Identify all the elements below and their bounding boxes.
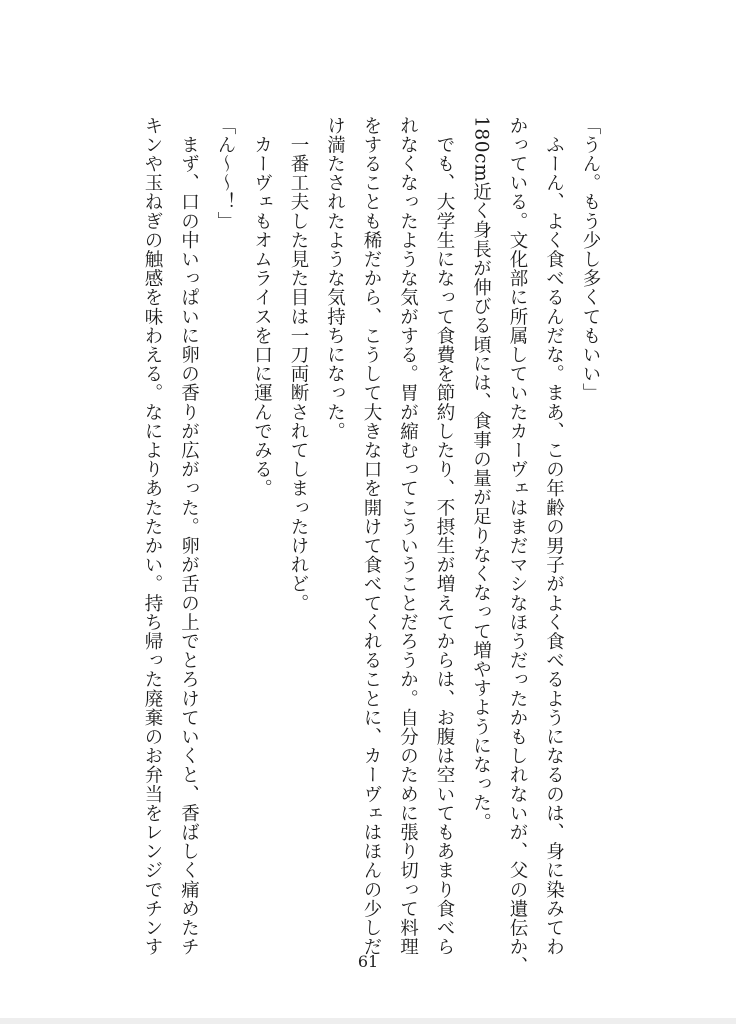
- page-number: 61: [357, 952, 379, 971]
- text-line: をすることも稀だから、こうして大きな口を開けて食べてくれることに、カーヴェはほんの少しだ: [361, 116, 382, 957]
- text-line: 「うん。もう少し多くてもいい」: [580, 116, 601, 403]
- text-line: れなくなったような気がする。胃が縮むってこういうことだろうか。自分のために張り切って料理: [397, 116, 419, 957]
- text-line: 180cm近く身長が伸びる頃には、食事の量が足りなくなって増やすようになった。: [470, 116, 492, 832]
- text-line: 一番工夫した見た目は一刀両断されてしまったけれど。: [288, 116, 309, 613]
- bottom-edge: [0, 1018, 736, 1024]
- text-line: カーヴェもオムライスを口に運んでみる。: [251, 116, 273, 498]
- text-line: 「ん〜〜！」: [215, 116, 236, 231]
- text-line: け満たされたような気持ちになった。: [324, 116, 346, 441]
- text-line: まず、口の中いっぱいに卵の香りが広がった。卵が舌の上でとろけていくと、香ばしく痛めたチ: [178, 116, 200, 957]
- text-line: かっている。文化部に所属していたカーヴェはまだマシなほうだったかもしれないが、父の遺伝か、: [507, 116, 528, 976]
- text-line: ふーん、よく食べるんだな。まあ、この年齢の男子がよく食べるようになるのは、身に染みてわ: [543, 116, 565, 957]
- text-line: キンや玉ねぎの触感を味わえる。なによりあたたかい。持ち帰った廃棄のお弁当をレンジでチンす: [142, 116, 163, 957]
- text-line: でも、大学生になって食費を節約したり、不摂生が増えてからは、お腹は空いてもあまり食べら: [434, 116, 455, 957]
